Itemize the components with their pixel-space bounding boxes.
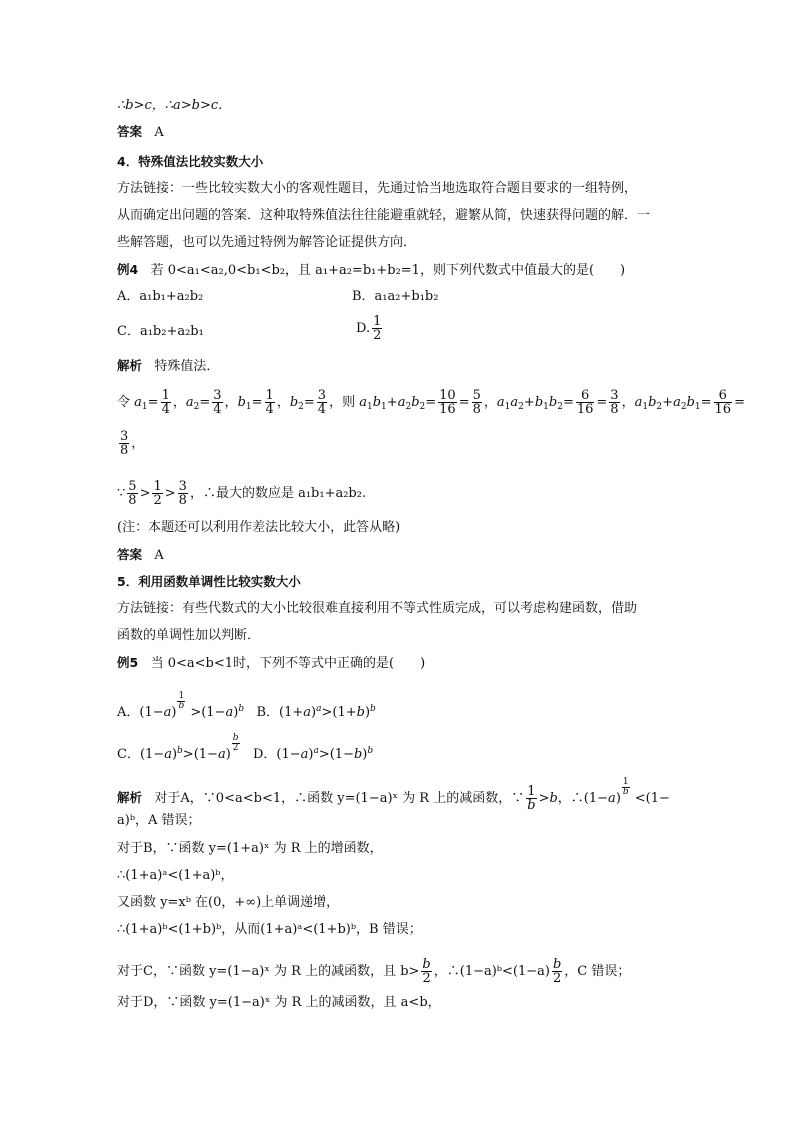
answer-line-2 — [117, 546, 164, 565]
solution-label: 解析 — [117, 358, 143, 373]
conclusion-line: ∴b>c，∴a>b>c. — [117, 98, 223, 113]
example-4-text: 若 0<a₁<a₂,0<b₁<b₂，且 a₁+a₂=b₁+b₂=1，则下列代数式中值最大的是( ) — [150, 263, 626, 278]
answer-label: 答案 — [117, 124, 143, 139]
solution-4-intro — [117, 357, 219, 376]
example-5-text: 当 0<a<b<1时，下列不等式中正确的是( ) — [150, 656, 426, 671]
solution-4-conclusion: ∵ $\frac{5}{8}$ > $\frac{1}{2}$ > $\frac{3}{8}$ ，∴最大的数应是 a₁b₁+a₂b₂. — [117, 479, 367, 508]
answer-value-2: A — [154, 548, 164, 563]
solution-5-line8: 对于D，∵函数 y=(1−a)ˣ 为 R 上的减函数，且 a<b， — [117, 995, 441, 1010]
method-4-line1: 方法链接：一些比较实数大小的客观性题目，先通过恰当地选取符合题目要求的一组特例， — [117, 181, 638, 196]
method-5-line1: 方法链接：有些代数式的大小比较很难直接利用不等式性质完成，可以考虑构建函数，借助 — [117, 601, 638, 616]
option-d4-prefix: D. — [356, 321, 371, 336]
section-5-heading: 5．利用函数单调性比较实数大小 — [117, 574, 301, 589]
method-5-line2: 函数的单调性加以判断． — [117, 628, 261, 643]
example-4 — [117, 261, 625, 280]
solution-4-calculation-tail: $\frac{3}{8}$ ， — [120, 429, 145, 458]
fraction-three-eighths: $\frac{3}{8}$ — [120, 429, 129, 458]
answer-line — [117, 123, 164, 142]
solution-4-method: 特殊值法． — [154, 359, 220, 374]
method-4-line2: 从而确定出问题的答案．这种取特殊值法往往能避重就轻，避繁从简，快速获得问题的解．一 — [117, 208, 651, 223]
solution-4-calculation: 令 $a_1=$ $\frac{1}{4}$ ，$a_2=$ $\frac{3}{4}$ ，$b_1=$ $\frac{1}{4}$ ，$b_2=$ $\frac{3}{4}$ ，则 $a_1b_1+a_2b_2=$ $\frac{10}{16}$ = $\frac{5}{8}$ ，$a_1a_2+b_1b_2=$ $\frac{6}{16}$ = $\frac{3}{8}$ ，$a_1b_2+a_2b_1=$ $\frac{6}{16}$ = — [117, 388, 745, 417]
max-statement: ，∴最大的数应是 a₁b₁+a₂b₂. — [189, 486, 367, 501]
note-4: (注：本题还可以利用作差法比较大小，此答从略) — [117, 520, 401, 535]
section-4-heading: 4．特殊值法比较实数大小 — [117, 154, 264, 169]
answer-label-2: 答案 — [117, 547, 143, 562]
option-d4 — [356, 315, 384, 342]
option-a4: A．a₁b₁+a₂b₂ — [117, 289, 204, 304]
solution-5-line7: 对于C，∵函数 y=(1−a)ˣ 为 R 上的减函数，且 b> $\frac{b}{2}$ ，∴(1−a)ᵇ<(1−a) $\frac{b}{2}$ ，C 错误； — [117, 957, 631, 986]
fraction-one-half: $\frac{1}{2}$ — [373, 314, 382, 343]
method-4-line3: 些解答题，也可以先通过特例为解答论证提供方向． — [117, 235, 417, 250]
solution-5-line3: 对于B，∵函数 y=(1+a)ˣ 为 R 上的增函数， — [117, 841, 383, 856]
solution-5-line1: 解析 对于A，∵0<a<b<1，∴函数 y=(1−a)ˣ 为 R 上的减函数，∵ $\frac{1}{b}$ >b，∴(1−a) $\frac{1}{b}$ <(1− — [117, 777, 670, 813]
options-ab-5: A．(1−a) $\frac{1}{b}$ $>(1-a)^b$ B．$(1+a)^a>(1+b)^b$ — [117, 691, 376, 720]
solution-5-line6: ∴(1+a)ᵇ<(1+b)ᵇ，从而(1+a)ᵃ<(1+b)ᵇ，B 错误； — [117, 922, 422, 937]
example-4-label: 例4 — [117, 262, 139, 277]
solution-5-line4: ∴(1+a)ᵃ<(1+a)ᵇ， — [117, 868, 234, 883]
option-c4: C．a₁b₂+a₂b₁ — [117, 324, 204, 339]
solution-label-5: 解析 — [117, 790, 143, 805]
solution-5-line5: 又函数 y=xᵇ 在(0，+∞)上单调递增， — [117, 895, 340, 910]
solution-5-line2: a)ᵇ，A 错误； — [117, 813, 201, 828]
option-b4: B．a₁a₂+b₁b₂ — [352, 289, 439, 304]
options-cd-5: C．$(1-a)^b>(1-a)$ $\frac{b}{2}$ D．$(1-a)^a>(1-b)^b$ — [117, 733, 374, 762]
example-5 — [117, 654, 425, 673]
answer-value: A — [154, 125, 164, 140]
example-5-label: 例5 — [117, 655, 139, 670]
